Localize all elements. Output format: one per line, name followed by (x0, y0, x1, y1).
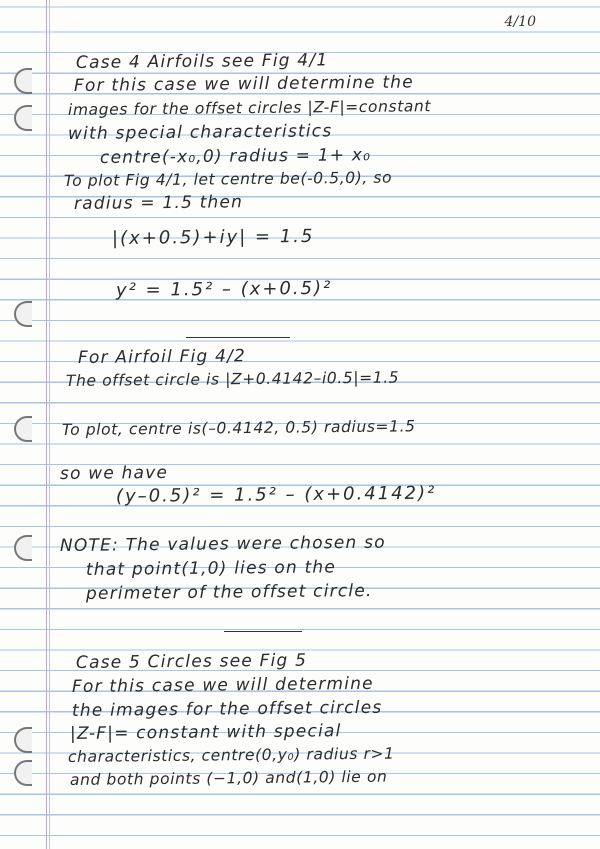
heading-airfoil: For Airfoil Fig 4/2 (77, 346, 247, 368)
equation: |(x+0.5)+iy| = 1.5 (111, 225, 315, 249)
section-divider (186, 337, 290, 338)
text-line: To plot, centre is(–0.4142, 0.5) radius=1.5 (61, 417, 416, 439)
text-line: The offset circle is |Z+0.4142–i0.5|=1.5 (65, 368, 400, 390)
text-line: radius = 1.5 then (73, 192, 244, 214)
text-line: To plot Fig 4/1, let centre be(-0.5,0), so (63, 168, 393, 190)
heading-case-5: Case 5 Circles see Fig 5 (75, 650, 308, 673)
text-line: so we have (59, 462, 169, 484)
binder-hole (14, 760, 32, 786)
page-number: 4/10 (504, 14, 536, 30)
text-line: For this case we will determine (71, 673, 374, 697)
text-line: centre(-x₀,0) radius = 1+ x₀ (99, 145, 372, 168)
text-line: characteristics, centre(0,y₀) radius r>1 (67, 744, 395, 766)
text-line: |Z-F|= constant with special (69, 721, 342, 744)
text-line: with special characteristics (67, 121, 333, 144)
binder-hole (14, 301, 32, 327)
margin-line (46, 0, 47, 849)
equation: (y–0.5)² = 1.5² – (x+0.4142)² (115, 482, 437, 507)
heading-case-4: Case 4 Airfoils see Fig 4/1 (75, 50, 329, 73)
binder-hole (14, 416, 32, 442)
binder-hole (14, 727, 32, 753)
note-line: that point(1,0) lies on the (85, 557, 337, 580)
binder-hole (14, 535, 32, 561)
text-line: and both points (−1,0) and(1,0) lie on (69, 767, 388, 789)
note-line: perimeter of the offset circle. (85, 580, 373, 604)
binder-hole (14, 68, 32, 94)
note-line: NOTE: The values were chosen so (59, 532, 386, 556)
text-line: the images for the offset circles (71, 697, 383, 721)
binder-hole (14, 105, 32, 131)
text-line: For this case we will determine the (73, 72, 415, 96)
section-divider (224, 631, 302, 632)
text-line: images for the offset circles |Z-F|=constant (67, 97, 432, 119)
margin-line-secondary (49, 0, 50, 849)
equation: y² = 1.5² – (x+0.5)² (115, 277, 333, 301)
